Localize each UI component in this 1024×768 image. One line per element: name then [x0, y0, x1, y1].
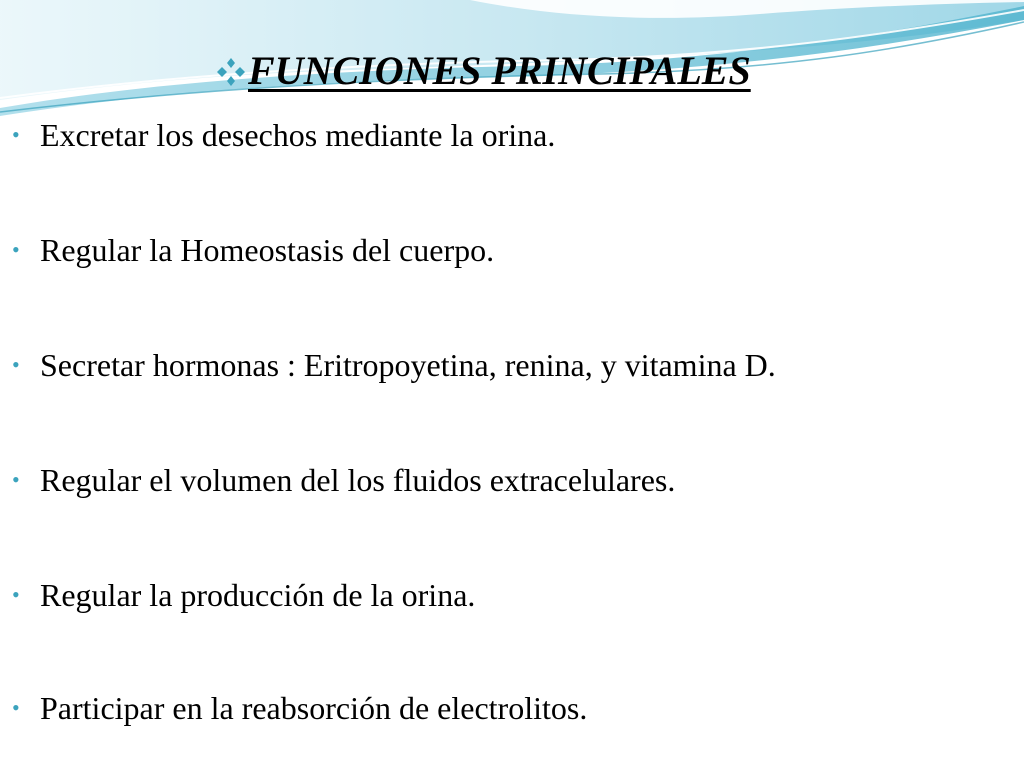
list-item-text: Participar en la reabsorción de electrolitos.: [40, 690, 588, 726]
bullet-dot-icon: •: [12, 695, 20, 720]
list-item: [12, 458, 675, 502]
list-item: [12, 228, 494, 272]
list-item-text: Excretar los desechos mediante la orina.: [40, 117, 556, 153]
list-item: [12, 343, 776, 387]
list-item: [12, 686, 587, 730]
bullet-dot-icon: •: [12, 467, 20, 492]
list-item-text: Secretar hormonas : Eritropoyetina, renina, y vitamina D.: [40, 347, 776, 383]
diamond-quad-bullet-icon: [216, 57, 246, 87]
bullet-dot-icon: •: [12, 352, 20, 377]
list-item-text: Regular la Homeostasis del cuerpo.: [40, 232, 495, 268]
list-item: [12, 573, 475, 617]
list-item: [12, 113, 555, 157]
bullet-dot-icon: •: [12, 237, 20, 262]
list-item-text: Regular la producción de la orina.: [40, 577, 476, 613]
bullet-dot-icon: •: [12, 122, 20, 147]
slide-title-row: [216, 46, 751, 96]
bullet-dot-icon: •: [12, 582, 20, 607]
slide-title: FUNCIONES PRINCIPALES: [248, 48, 751, 93]
list-item-text: Regular el volumen del los fluidos extracelulares.: [40, 462, 676, 498]
